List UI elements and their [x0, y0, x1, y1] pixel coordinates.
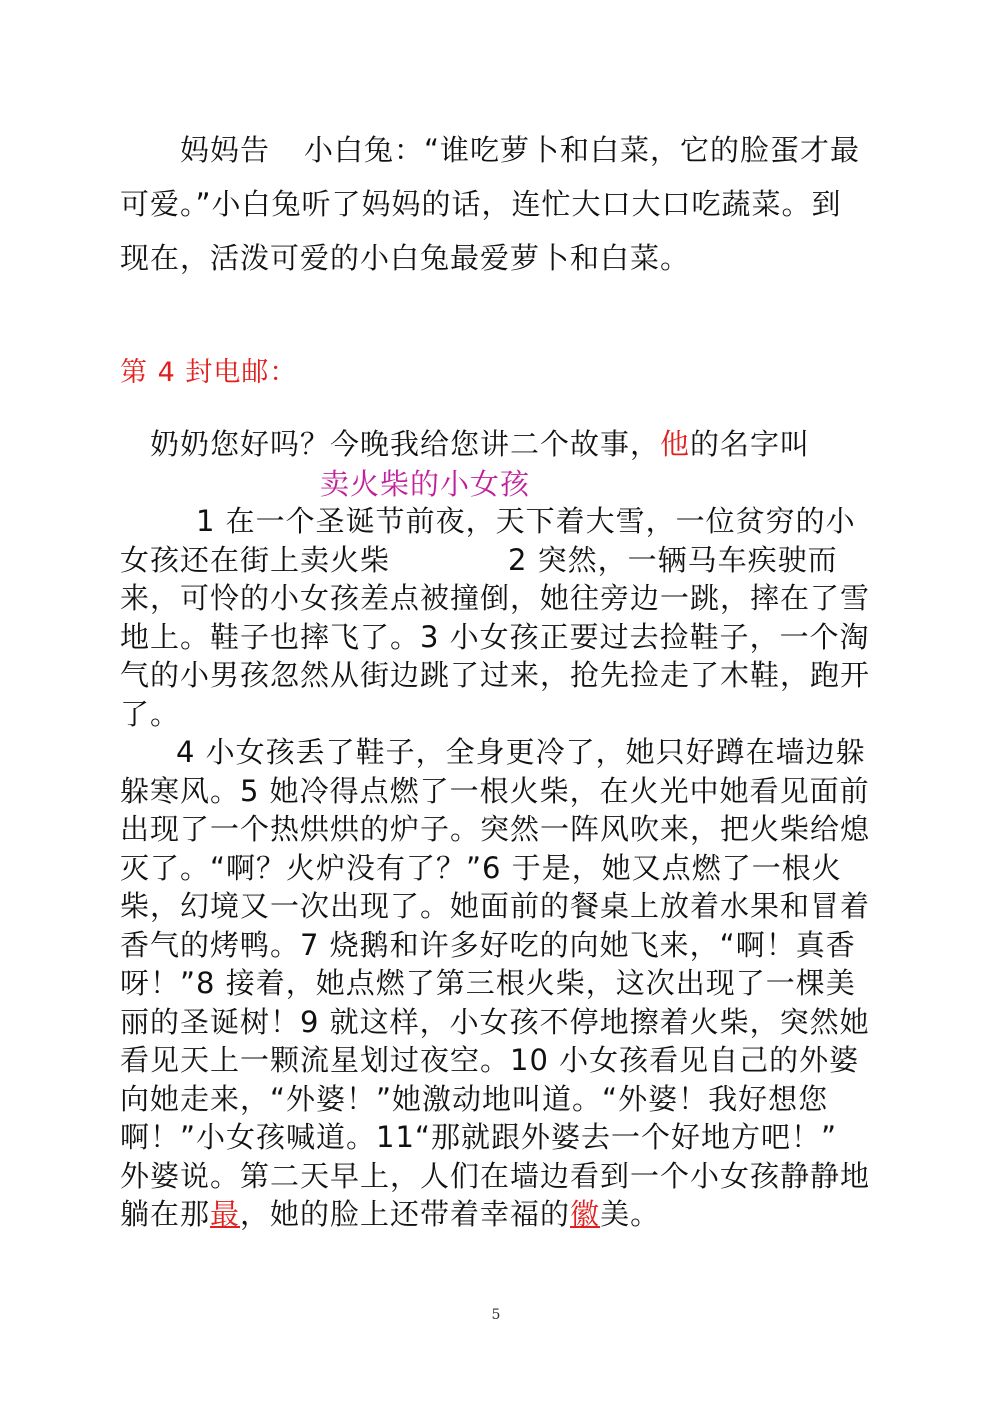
intro-line-1-a: 妈妈告 [180, 133, 271, 167]
story-last-e: 美。 [600, 1197, 661, 1231]
story-line: 柴，幻境又一次出现了。她面前的餐桌上放着水果和冒着 [120, 889, 871, 923]
story-line: 外婆说。第二天早上，人们在墙边看到一个小女孩静静地 [120, 1158, 871, 1193]
story-last-b: 最 [210, 1197, 241, 1231]
story-line: 出现了一个热烘烘的炉子。突然一阵风吹来，把火柴给熄 [120, 812, 871, 846]
story-last-line [120, 1195, 880, 1234]
story-line: 看见天上一颗流星划过夜空。10 小女孩看见自己的外婆 [120, 1043, 860, 1077]
story-line: 呀！”8 接着，她点燃了第三根火柴，这次出现了一棵美 [120, 966, 856, 1000]
page-number: 5 [491, 1307, 501, 1323]
email-heading: 第 4 封电邮： [120, 357, 298, 388]
greeting-before: 奶奶您好吗？今晚我给您讲二个故事， [150, 427, 661, 461]
intro-line-2: 可爱。”小白兔听了妈妈的话，连忙大口大口吃蔬菜。到 [120, 187, 842, 221]
greeting-line [150, 422, 810, 463]
story-last-d: 徽 [570, 1197, 601, 1231]
story-last-a: 躺在那 [120, 1197, 211, 1231]
story-last-c: ，她的脸上还带着幸福的 [240, 1197, 571, 1231]
story-line: 啊！”小女孩喊道。11“那就跟外婆去一个好地方吧！” [120, 1120, 837, 1154]
story-line: 丽的圣诞树！9 就这样，小女孩不停地擦着火柴，突然她 [120, 1004, 870, 1039]
story-line: 香气的烤鸭。7 烧鹅和许多好吃的向她飞来，“啊！真香 [120, 927, 856, 962]
story-line: 灭了。“啊？火炉没有了？”6 于是，她又点燃了一根火 [120, 850, 842, 885]
story-paragraph-2 [120, 733, 880, 1234]
story-paragraph-1 [120, 502, 880, 733]
story-line: 气的小男孩忽然从街边跳了过来，抢先捡走了木鞋，跑开 [120, 658, 871, 692]
greeting-after: 的名字叫 [690, 427, 811, 461]
intro-line-3: 现在，活泼可爱的小白兔最爱萝卜和白菜。 [120, 241, 691, 275]
story-line [120, 541, 880, 580]
story-title: 卖火柴的小女孩 [320, 467, 531, 501]
story-line-part: 2 突然，一辆马车疾驶而 [508, 542, 838, 577]
intro-line-1-b: 小白兔：“谁吃萝卜和白菜，它的脸蛋才最 [304, 133, 861, 167]
story-line-part: 女孩还在街上卖火柴 [120, 542, 391, 577]
story-line: 1 在一个圣诞节前夜，天下着大雪，一位贫穷的小 [196, 504, 856, 538]
story-line: 了。 [120, 696, 181, 731]
story-line: 来，可怜的小女孩差点被撞倒，她往旁边一跳，摔在了雪 [120, 581, 871, 615]
greeting-highlight: 他 [660, 427, 691, 461]
story-line: 向她走来，“外婆！”她激动地叫道。“外婆！我好想您 [120, 1081, 829, 1116]
story-line: 地上。鞋子也摔飞了。3 小女孩正要过去捡鞋子，一个淘 [120, 619, 870, 654]
story-line: 躲寒风。5 她冷得点燃了一根火柴，在火光中她看见面前 [120, 773, 870, 808]
story-line: 4 小女孩丢了鞋子，全身更冷了，她只好蹲在墙边躲 [176, 735, 866, 769]
intro-line-1 [180, 128, 860, 169]
